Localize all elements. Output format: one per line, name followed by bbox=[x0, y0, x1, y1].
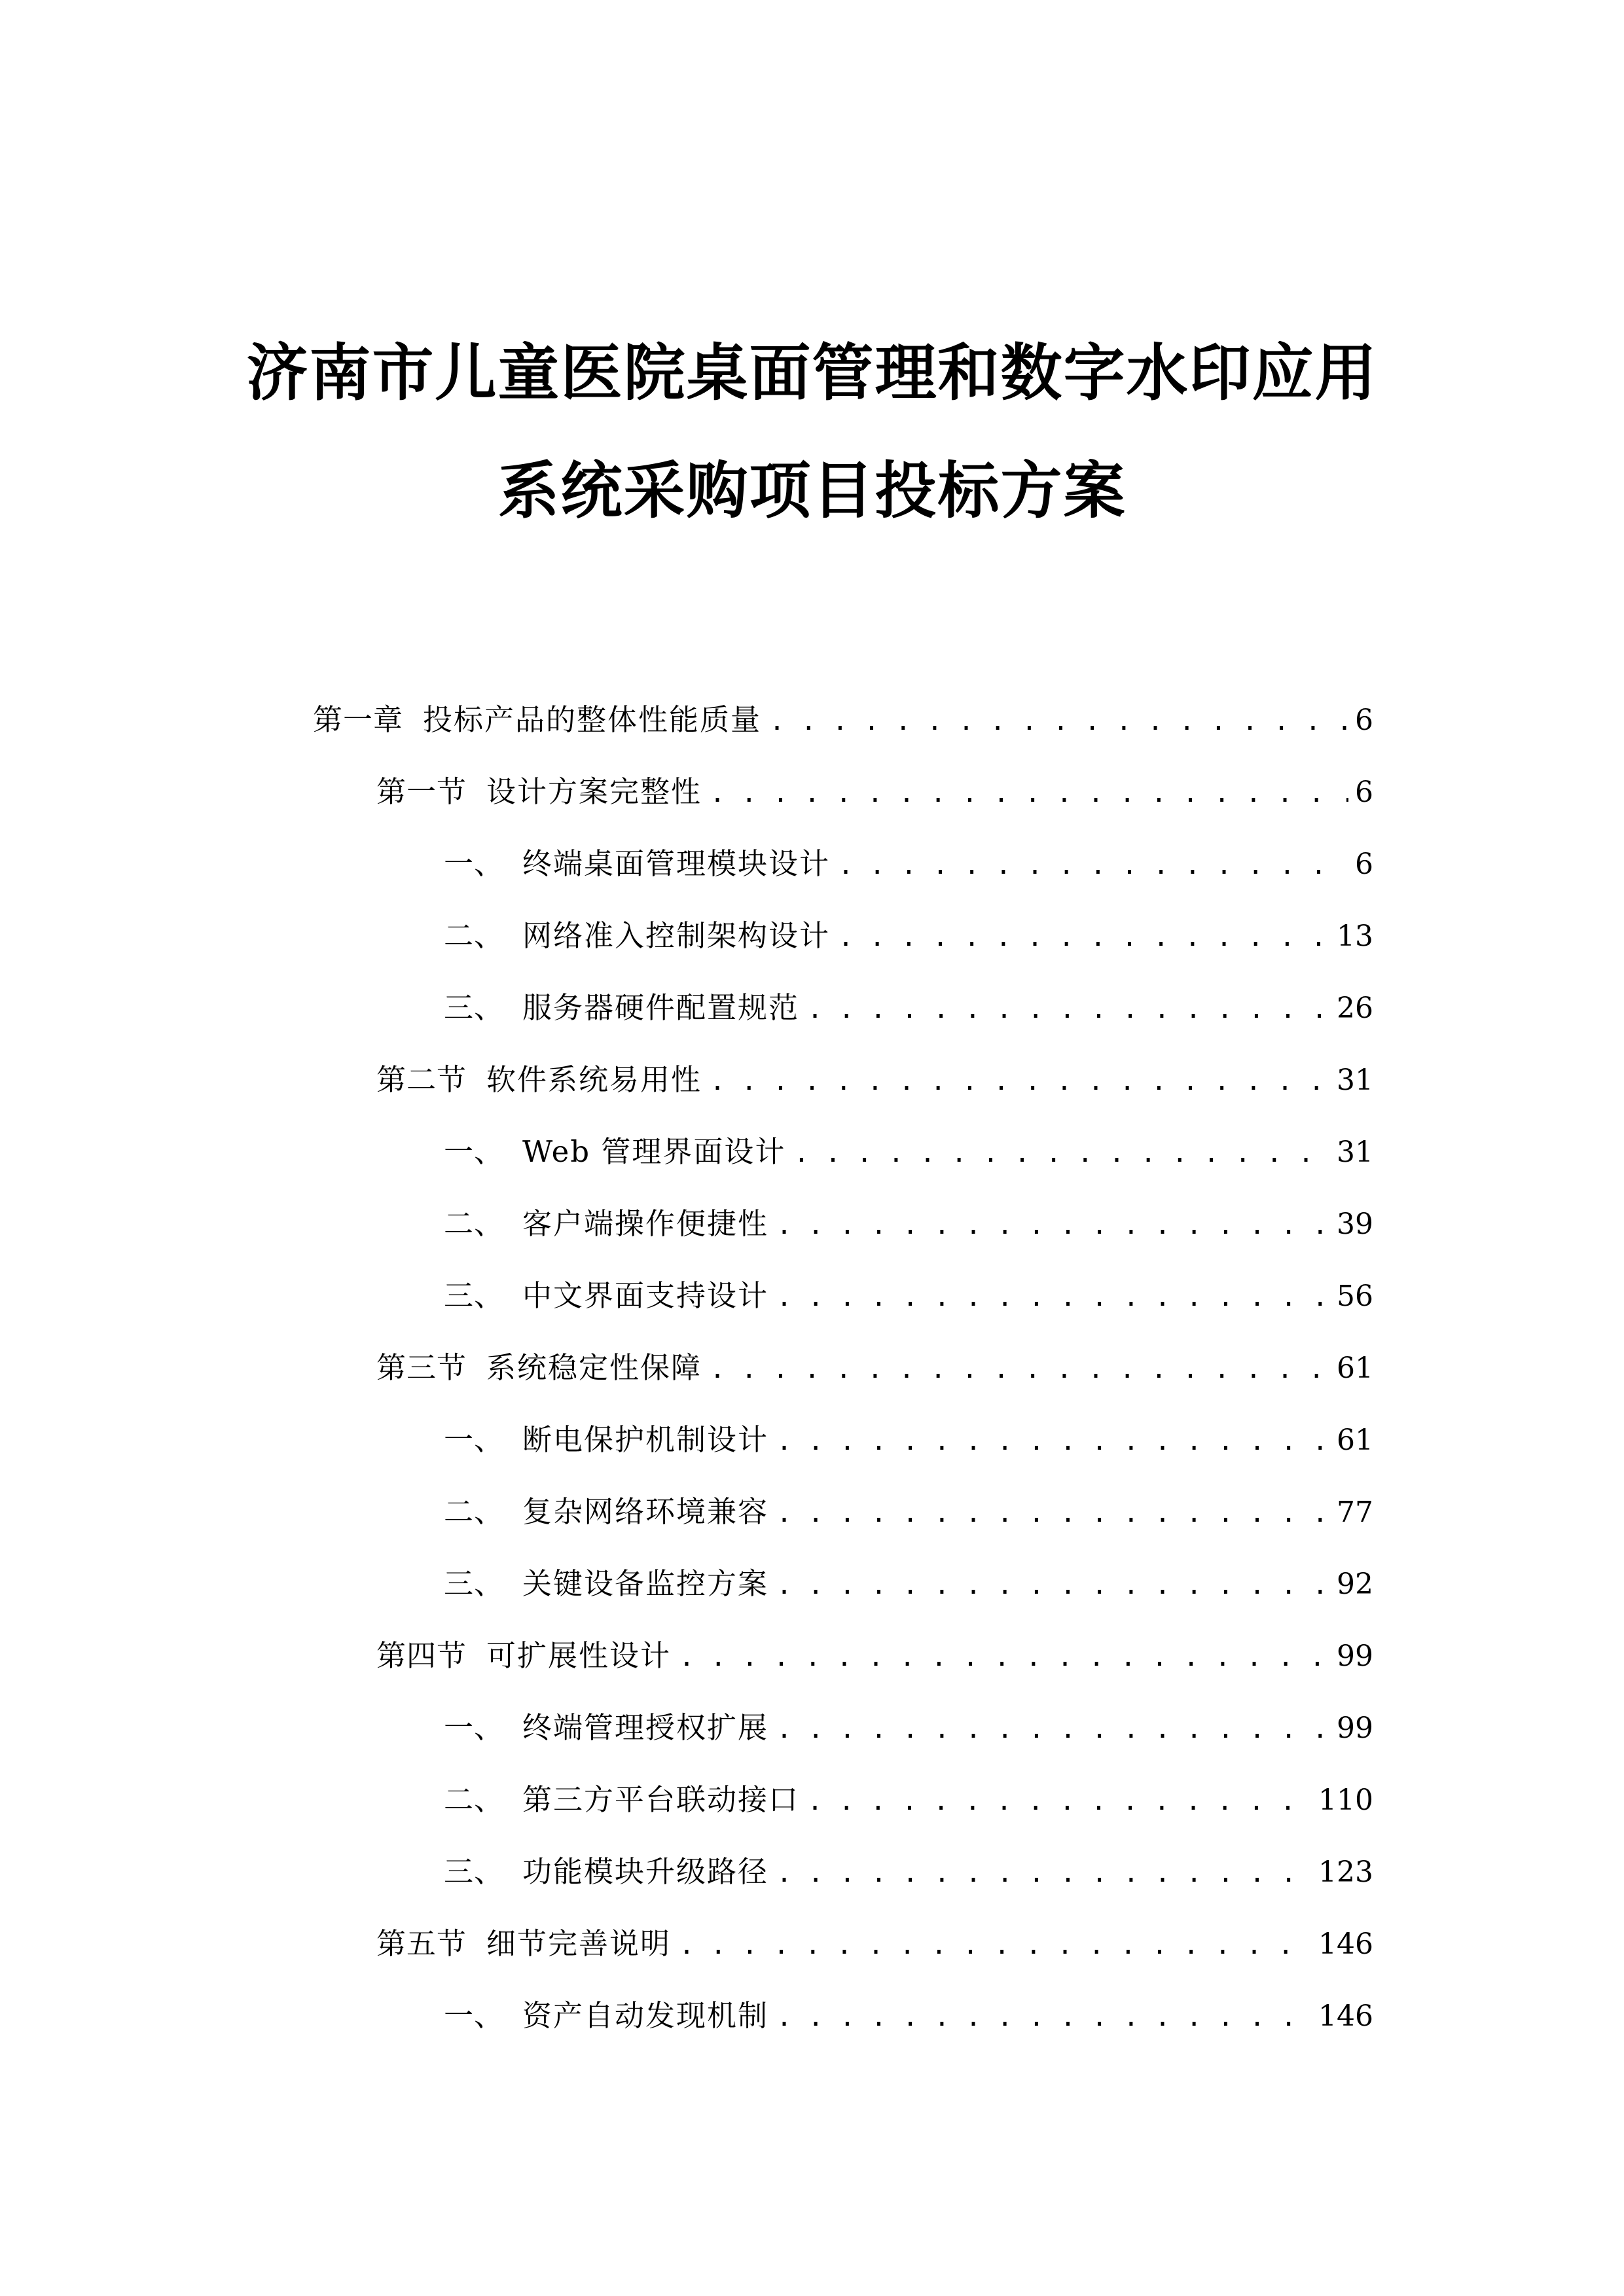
toc-entry-prefix: 第五节 bbox=[376, 1926, 467, 1961]
toc-subsection[interactable] bbox=[444, 1126, 1373, 1178]
toc-section-1-5[interactable] bbox=[376, 1918, 1373, 1970]
toc-entry-page-number: 123 bbox=[1318, 1856, 1373, 1889]
toc-section-1-2[interactable] bbox=[376, 1054, 1373, 1106]
toc-entry-title: 终端桌面管理模块设计 bbox=[522, 846, 831, 881]
toc-entry-page-number: 61 bbox=[1337, 1424, 1373, 1457]
toc-entry-prefix: 三、 bbox=[444, 1854, 505, 1889]
toc-entry-title: 系统稳定性保障 bbox=[486, 1350, 702, 1385]
toc-entry-title: 设计方案完整性 bbox=[486, 774, 702, 809]
toc-entry-title: 可扩展性设计 bbox=[486, 1638, 672, 1673]
toc-subsection[interactable] bbox=[444, 838, 1373, 890]
toc-dot-leader bbox=[793, 1127, 1330, 1179]
toc-entry-page-number: 92 bbox=[1337, 1568, 1373, 1601]
toc-entry-page-number: 31 bbox=[1337, 1136, 1373, 1169]
toc-entry-title: Web 管理界面设计 bbox=[522, 1134, 786, 1169]
toc-entry-title: 服务器硬件配置规范 bbox=[522, 990, 800, 1025]
toc-subsection[interactable] bbox=[444, 1846, 1373, 1898]
toc-dot-leader bbox=[776, 1847, 1312, 1899]
toc-entry-title: 关键设备监控方案 bbox=[522, 1566, 769, 1601]
toc-dot-leader bbox=[710, 767, 1348, 819]
document-title-line-2: 系统采购项目投标方案 bbox=[497, 455, 1127, 527]
toc-dot-leader bbox=[776, 1199, 1330, 1251]
toc-subsection[interactable] bbox=[444, 1702, 1373, 1754]
toc-dot-leader bbox=[769, 695, 1348, 747]
toc-dot-leader bbox=[710, 1343, 1330, 1395]
toc-entry-prefix: 三、 bbox=[444, 990, 505, 1025]
toc-entry-page-number: 110 bbox=[1318, 1784, 1373, 1817]
toc-entry-prefix: 三、 bbox=[444, 1278, 505, 1313]
toc-entry-page-number: 39 bbox=[1337, 1208, 1373, 1241]
toc-entry-prefix: 第一章 bbox=[313, 702, 404, 737]
toc-entry-prefix: 一、 bbox=[444, 1998, 505, 2033]
toc-subsection[interactable] bbox=[444, 982, 1373, 1034]
toc-dot-leader bbox=[679, 1919, 1312, 1971]
toc-entry-title: 软件系统易用性 bbox=[486, 1062, 702, 1097]
toc-entry-prefix: 二、 bbox=[444, 918, 505, 953]
toc-entry-page-number: 99 bbox=[1337, 1640, 1373, 1673]
toc-entry-prefix: 一、 bbox=[444, 1710, 505, 1745]
toc-dot-leader bbox=[776, 1559, 1330, 1611]
toc-entry-prefix: 一、 bbox=[444, 1134, 505, 1169]
toc-entry-page-number: 77 bbox=[1337, 1496, 1373, 1529]
toc-entry-title: 投标产品的整体性能质量 bbox=[423, 702, 762, 737]
toc-dot-leader bbox=[838, 911, 1330, 963]
toc-dot-leader bbox=[776, 1703, 1330, 1755]
toc-entry-page-number: 146 bbox=[1318, 1928, 1373, 1961]
toc-entry-page-number: 26 bbox=[1337, 992, 1373, 1025]
toc-entry-prefix: 第二节 bbox=[376, 1062, 467, 1097]
toc-entry-prefix: 一、 bbox=[444, 846, 505, 881]
toc-section-1-3[interactable] bbox=[376, 1342, 1373, 1394]
toc-entry-title: 复杂网络环境兼容 bbox=[522, 1494, 769, 1529]
toc-dot-leader bbox=[776, 1991, 1312, 2043]
toc-entry-page-number: 146 bbox=[1318, 2000, 1373, 2033]
toc-subsection[interactable] bbox=[444, 1990, 1373, 2042]
toc-entry-title: 资产自动发现机制 bbox=[522, 1998, 769, 2033]
toc-entry-title: 客户端操作便捷性 bbox=[522, 1206, 769, 1241]
toc-entry-title: 细节完善说明 bbox=[486, 1926, 672, 1961]
toc-entry-title: 第三方平台联动接口 bbox=[522, 1782, 800, 1817]
toc-entry-prefix: 第三节 bbox=[376, 1350, 467, 1385]
toc-entry-prefix: 一、 bbox=[444, 1422, 505, 1457]
toc-dot-leader bbox=[807, 983, 1330, 1035]
toc-subsection[interactable] bbox=[444, 1558, 1373, 1610]
toc-entry-prefix: 第四节 bbox=[376, 1638, 467, 1673]
toc-subsection[interactable] bbox=[444, 1198, 1373, 1250]
toc-entry-prefix: 二、 bbox=[444, 1494, 505, 1529]
toc-entry-page-number: 6 bbox=[1355, 776, 1373, 809]
toc-section-1-1[interactable] bbox=[376, 766, 1373, 818]
toc-subsection[interactable] bbox=[444, 910, 1373, 962]
toc-entry-page-number: 56 bbox=[1337, 1280, 1373, 1313]
toc-dot-leader bbox=[776, 1271, 1330, 1323]
toc-entry-page-number: 99 bbox=[1337, 1712, 1373, 1745]
toc-entry-page-number: 61 bbox=[1337, 1352, 1373, 1385]
document-title-line-1: 济南市儿童医院桌面管理和数字水印应用 bbox=[246, 337, 1378, 409]
toc-entry-prefix: 三、 bbox=[444, 1566, 505, 1601]
toc-entry-title: 中文界面支持设计 bbox=[522, 1278, 769, 1313]
toc-entry-title: 终端管理授权扩展 bbox=[522, 1710, 769, 1745]
toc-dot-leader bbox=[776, 1415, 1330, 1467]
toc-entry-page-number: 13 bbox=[1337, 920, 1373, 953]
toc-entry-page-number: 6 bbox=[1355, 848, 1373, 881]
toc-dot-leader bbox=[679, 1631, 1330, 1683]
toc-dot-leader bbox=[838, 839, 1348, 891]
toc-entry-title: 断电保护机制设计 bbox=[522, 1422, 769, 1457]
toc-entry-page-number: 31 bbox=[1337, 1064, 1373, 1097]
toc-entry-prefix: 二、 bbox=[444, 1782, 505, 1817]
toc-subsection[interactable] bbox=[444, 1486, 1373, 1538]
toc-entry-title: 功能模块升级路径 bbox=[522, 1854, 769, 1889]
toc-entry-page-number: 6 bbox=[1355, 704, 1373, 737]
toc-entry-prefix: 二、 bbox=[444, 1206, 505, 1241]
toc-subsection[interactable] bbox=[444, 1414, 1373, 1466]
toc-section-1-4[interactable] bbox=[376, 1630, 1373, 1682]
toc-dot-leader bbox=[776, 1487, 1330, 1539]
toc-entry-prefix: 第一节 bbox=[376, 774, 467, 809]
toc-subsection[interactable] bbox=[444, 1270, 1373, 1322]
toc-dot-leader bbox=[807, 1775, 1312, 1827]
toc-subsection[interactable] bbox=[444, 1774, 1373, 1826]
toc-dot-leader bbox=[710, 1055, 1330, 1107]
toc-chapter-1[interactable] bbox=[313, 694, 1373, 746]
toc-entry-title: 网络准入控制架构设计 bbox=[522, 918, 831, 953]
